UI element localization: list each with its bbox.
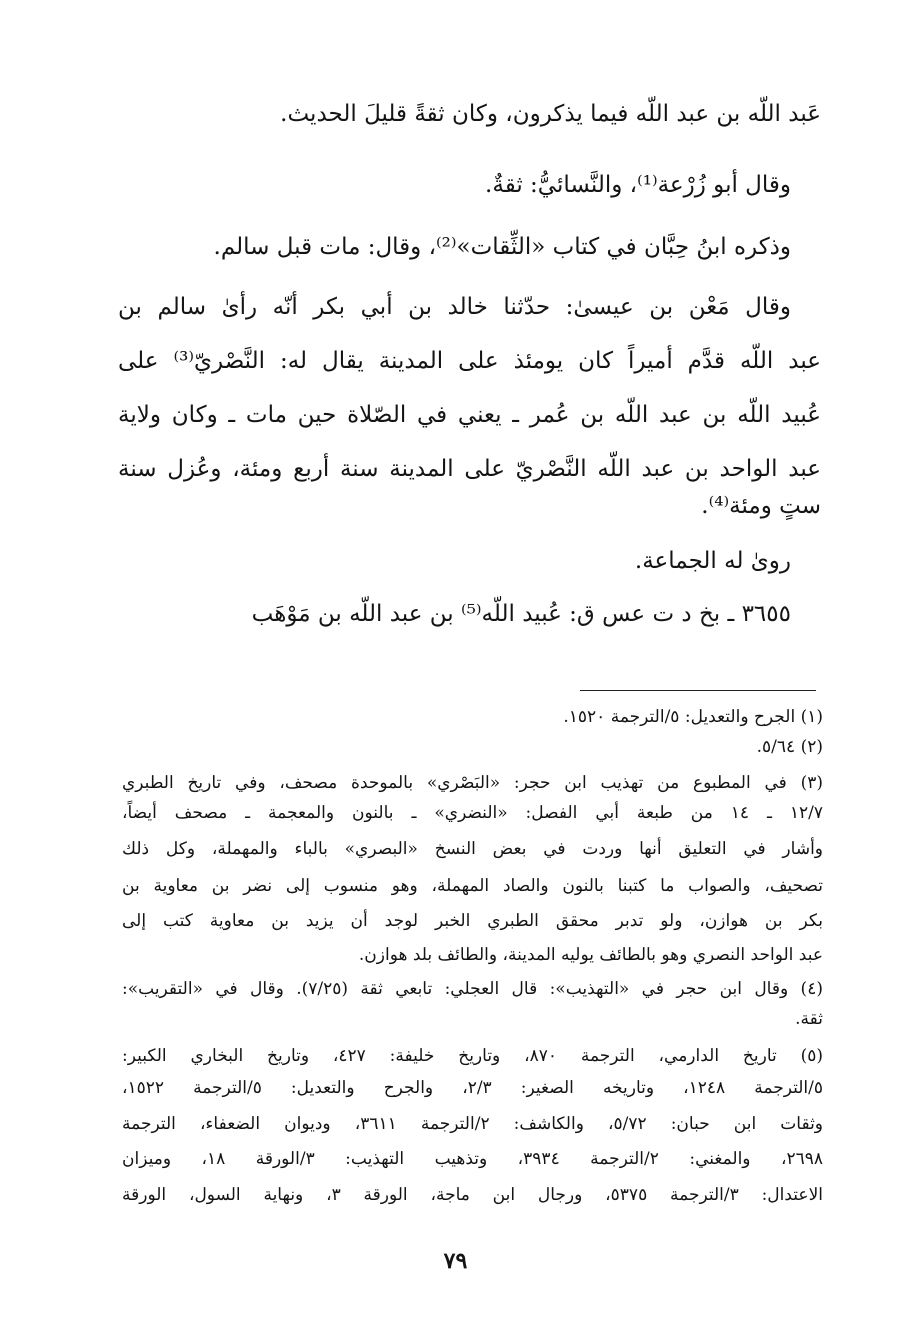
main-line: وقال مَعْن بن عيسىٰ: حدّثنا خالد بن أبي بكر أنّه رأىٰ سالم بن: [118, 294, 791, 320]
footnote-line: (١) الجرح والتعديل: ٥/الترجمة ١٥٢٠.: [563, 707, 823, 727]
page-number: ٧٩: [443, 1248, 468, 1274]
main-line: عَبد اللّه بن عبد اللّه فيما يذكرون، وكان ثقةً قليلَ الحديث.: [280, 101, 821, 127]
footnote-line: تصحيف، والصواب ما كتبنا بالنون والصاد المهملة، وهو منسوب إلى نضر بن معاوية بن: [122, 876, 823, 896]
main-line: عُبيد اللّه بن عبد اللّه بن عُمر ـ يعني في الصّلاة حين مات ـ وكان ولاية: [118, 402, 821, 428]
main-line: وقال أبو زُرْعة⁽¹⁾، والنَّسائيُّ: ثقةٌ.: [485, 172, 791, 198]
footnote-line: (٤) وقال ابن حجر في «التهذيب»: قال العجلي: تابعي ثقة (٧/٢٥). وقال في «التقريب»:: [122, 979, 823, 999]
footnote-line: وثقات ابن حبان: ٥/٧٢، والكاشف: ٢/الترجمة ٣٦١١، وديوان الضعفاء، الترجمة: [122, 1114, 824, 1134]
footnote-line: ٢٦٩٨، والمغني: ٢/الترجمة ٣٩٣٤، وتذهيب التهذيب: ٣/الورقة ١٨، وميزان: [122, 1149, 823, 1169]
main-line: وذكره ابنُ حِبَّان في كتاب «الثِّقات»⁽²⁾، وقال: مات قبل سالم.: [213, 234, 791, 260]
footnote-separator: [580, 690, 816, 691]
footnote-line: ١٢/٧ ـ ١٤ من طبعة أبي الفصل: «النضري» ـ بالنون والمعجمة ـ مصحف أيضاً،: [122, 803, 823, 823]
footnote-line: (٣) في المطبوع من تهذيب ابن حجر: «البَصْري» بالموحدة مصحف، وفي تاريخ الطبري: [122, 773, 823, 793]
main-line: عبد الواحد بن عبد اللّه النَّصْريّ على المدينة سنة أربع ومئة، وعُزل سنة: [118, 456, 821, 482]
footnote-line: عبد الواحد النصري وهو بالطائف يوليه المدينة، والطائف بلد هوازن.: [358, 945, 823, 965]
main-line: عبد اللّه قدَّم أميراً كان يومئذ على المدينة يقال له: النَّصْريّ⁽³⁾ على: [118, 348, 821, 374]
footnote-line: ثقة.: [795, 1009, 823, 1029]
footnote-line: ٥/الترجمة ١٢٤٨، وتاريخه الصغير: ٢/٣، والجرح والتعديل: ٥/الترجمة ١٥٢٢،: [122, 1078, 823, 1098]
footnote-line: بكر بن هوازن، ولو تدبر محقق الطبري الخبر لوجد أن يزيد بن معاوية كتب إلى: [122, 911, 823, 931]
main-line: روىٰ له الجماعة.: [634, 548, 791, 574]
footnote-line: (٢) ٥/٦٤.: [756, 737, 823, 757]
footnote-line: وأشار في التعليق أنها وردت في بعض النسخ «البصري» بالباء والمهملة، وكل ذلك: [122, 839, 823, 859]
entry-heading: ٣٦٥٥ ـ بخ د ت عس ق: عُبيد اللّه⁽⁵⁾ بن عبد اللّه بن مَوْهَب: [251, 601, 791, 627]
footnote-line: الاعتدال: ٣/الترجمة ٥٣٧٥، ورجال ابن ماجة، الورقة ٣، ونهاية السول، الورقة: [122, 1185, 823, 1205]
footnote-line: (٥) تاريخ الدارمي، الترجمة ٨٧٠، وتاريخ خليفة: ٤٢٧، وتاريخ البخاري الكبير:: [122, 1046, 823, 1066]
main-line: ستٍ ومئة⁽⁴⁾.: [701, 493, 821, 519]
